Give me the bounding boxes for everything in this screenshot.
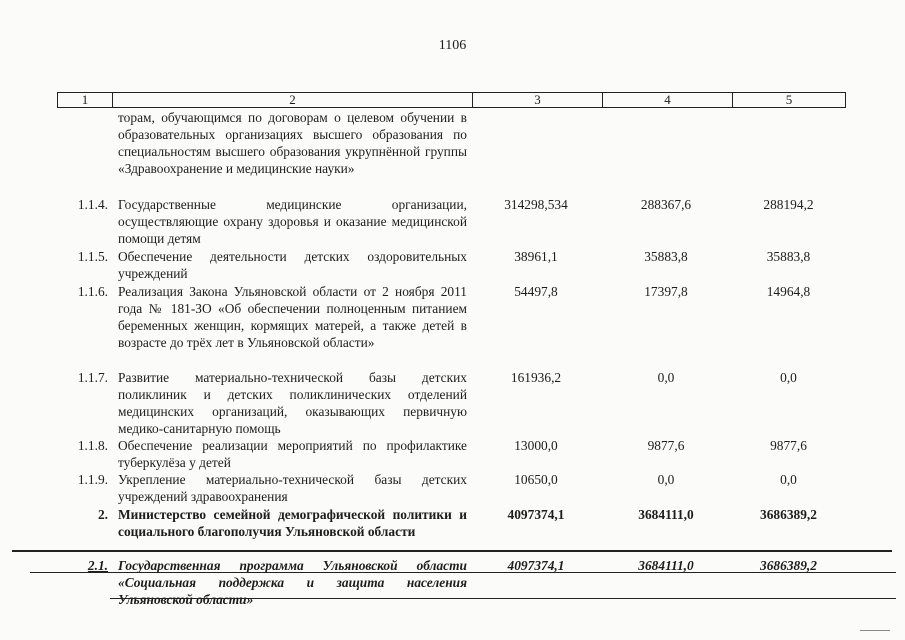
row-number: 1.1.8. [77,438,108,453]
header-cell-2: 2 [112,93,472,107]
value-col-4: 3684111,0 [638,507,694,522]
value-col-5: 3686389,2 [760,507,817,522]
value-col-3: 314298,534 [504,197,568,212]
row-number: 1.1.7. [77,370,108,385]
value-col-3: 13000,0 [514,438,558,453]
row-description: Министерство семейной демографической политики и социального благополучия Ульяновской области [118,507,467,539]
row-description: Развитие материально-технической базы детских поликлиник и детских поликлинических отделений медицинских организаций, оказывающих первичную медико-санитарную помощь [118,370,467,436]
value-col-5: 35883,8 [766,249,811,264]
row-number: 2. [97,507,108,522]
row-number: 1.1.9. [77,472,108,487]
value-col-4: 3684111,0 [638,558,694,573]
row-number: 1.1.5. [77,249,108,264]
row-number: 2.1. [87,558,108,573]
value-col-5: 3686389,2 [760,558,817,573]
value-col-3: 38961,1 [514,249,558,264]
value-col-3: 10650,0 [514,472,558,487]
value-col-4: 288367,6 [640,197,692,212]
value-col-4: 9877,6 [647,438,685,453]
value-col-4: 0,0 [657,370,675,385]
row-number: 1.1.6. [77,284,108,299]
value-col-5: 288194,2 [763,197,814,212]
header-cell-4: 4 [602,93,732,107]
divider-line [12,550,892,552]
row-description: Обеспечение реализации мероприятий по профилактике туберкулёза у детей [118,438,467,470]
value-col-5: 0,0 [780,370,797,385]
row-description: Государственные медицинские организации, осуществляющие охрану здоровья и оказание медицинской помощи детям [118,197,467,246]
value-col-4: 17397,8 [644,284,688,299]
page-number: 1106 [438,38,467,53]
value-col-5: 9877,6 [770,438,807,453]
header-cell-1: 1 [81,92,89,107]
table-header-row [57,92,846,108]
header-cell-3: 3 [472,93,602,107]
row-description: Реализация Закона Ульяновской области от 2 ноября 2011 года № 181-ЗО «Об обеспечении полноценным питанием беременных женщин, кормящих матерей, а также детей в возрасте до трёх лет в Ульяновской области» [118,284,467,350]
value-col-5: 0,0 [780,472,797,487]
value-col-4: 0,0 [657,472,675,487]
value-col-3: 54497,8 [514,284,558,299]
row-description: Укрепление материально-технической базы детских учреждений здравоохранения [118,472,467,504]
value-col-3: 4097374,1 [507,507,565,522]
row-description: торам, обучающимся по договорам о целевом обучении в образовательных организациях высшего образования по специальностям высшего образования укрупнённой группы «Здравоохранение и медицинские науки» [118,110,467,176]
value-col-3: 161936,2 [510,370,562,385]
value-col-3: 4097374,1 [507,558,565,573]
value-col-5: 14964,8 [766,284,811,299]
value-col-4: 35883,8 [644,249,688,264]
scan-mark [860,630,890,631]
row-description: Государственная программа Ульяновской области «Социальная поддержка и защита населения Ульяновской области» [118,558,467,607]
divider-line [30,572,896,573]
row-number: 1.1.4. [77,197,108,212]
header-cell-5: 5 [732,93,845,107]
row-description: Обеспечение деятельности детских оздоровительных учреждений [118,249,467,281]
divider-line [110,598,896,599]
